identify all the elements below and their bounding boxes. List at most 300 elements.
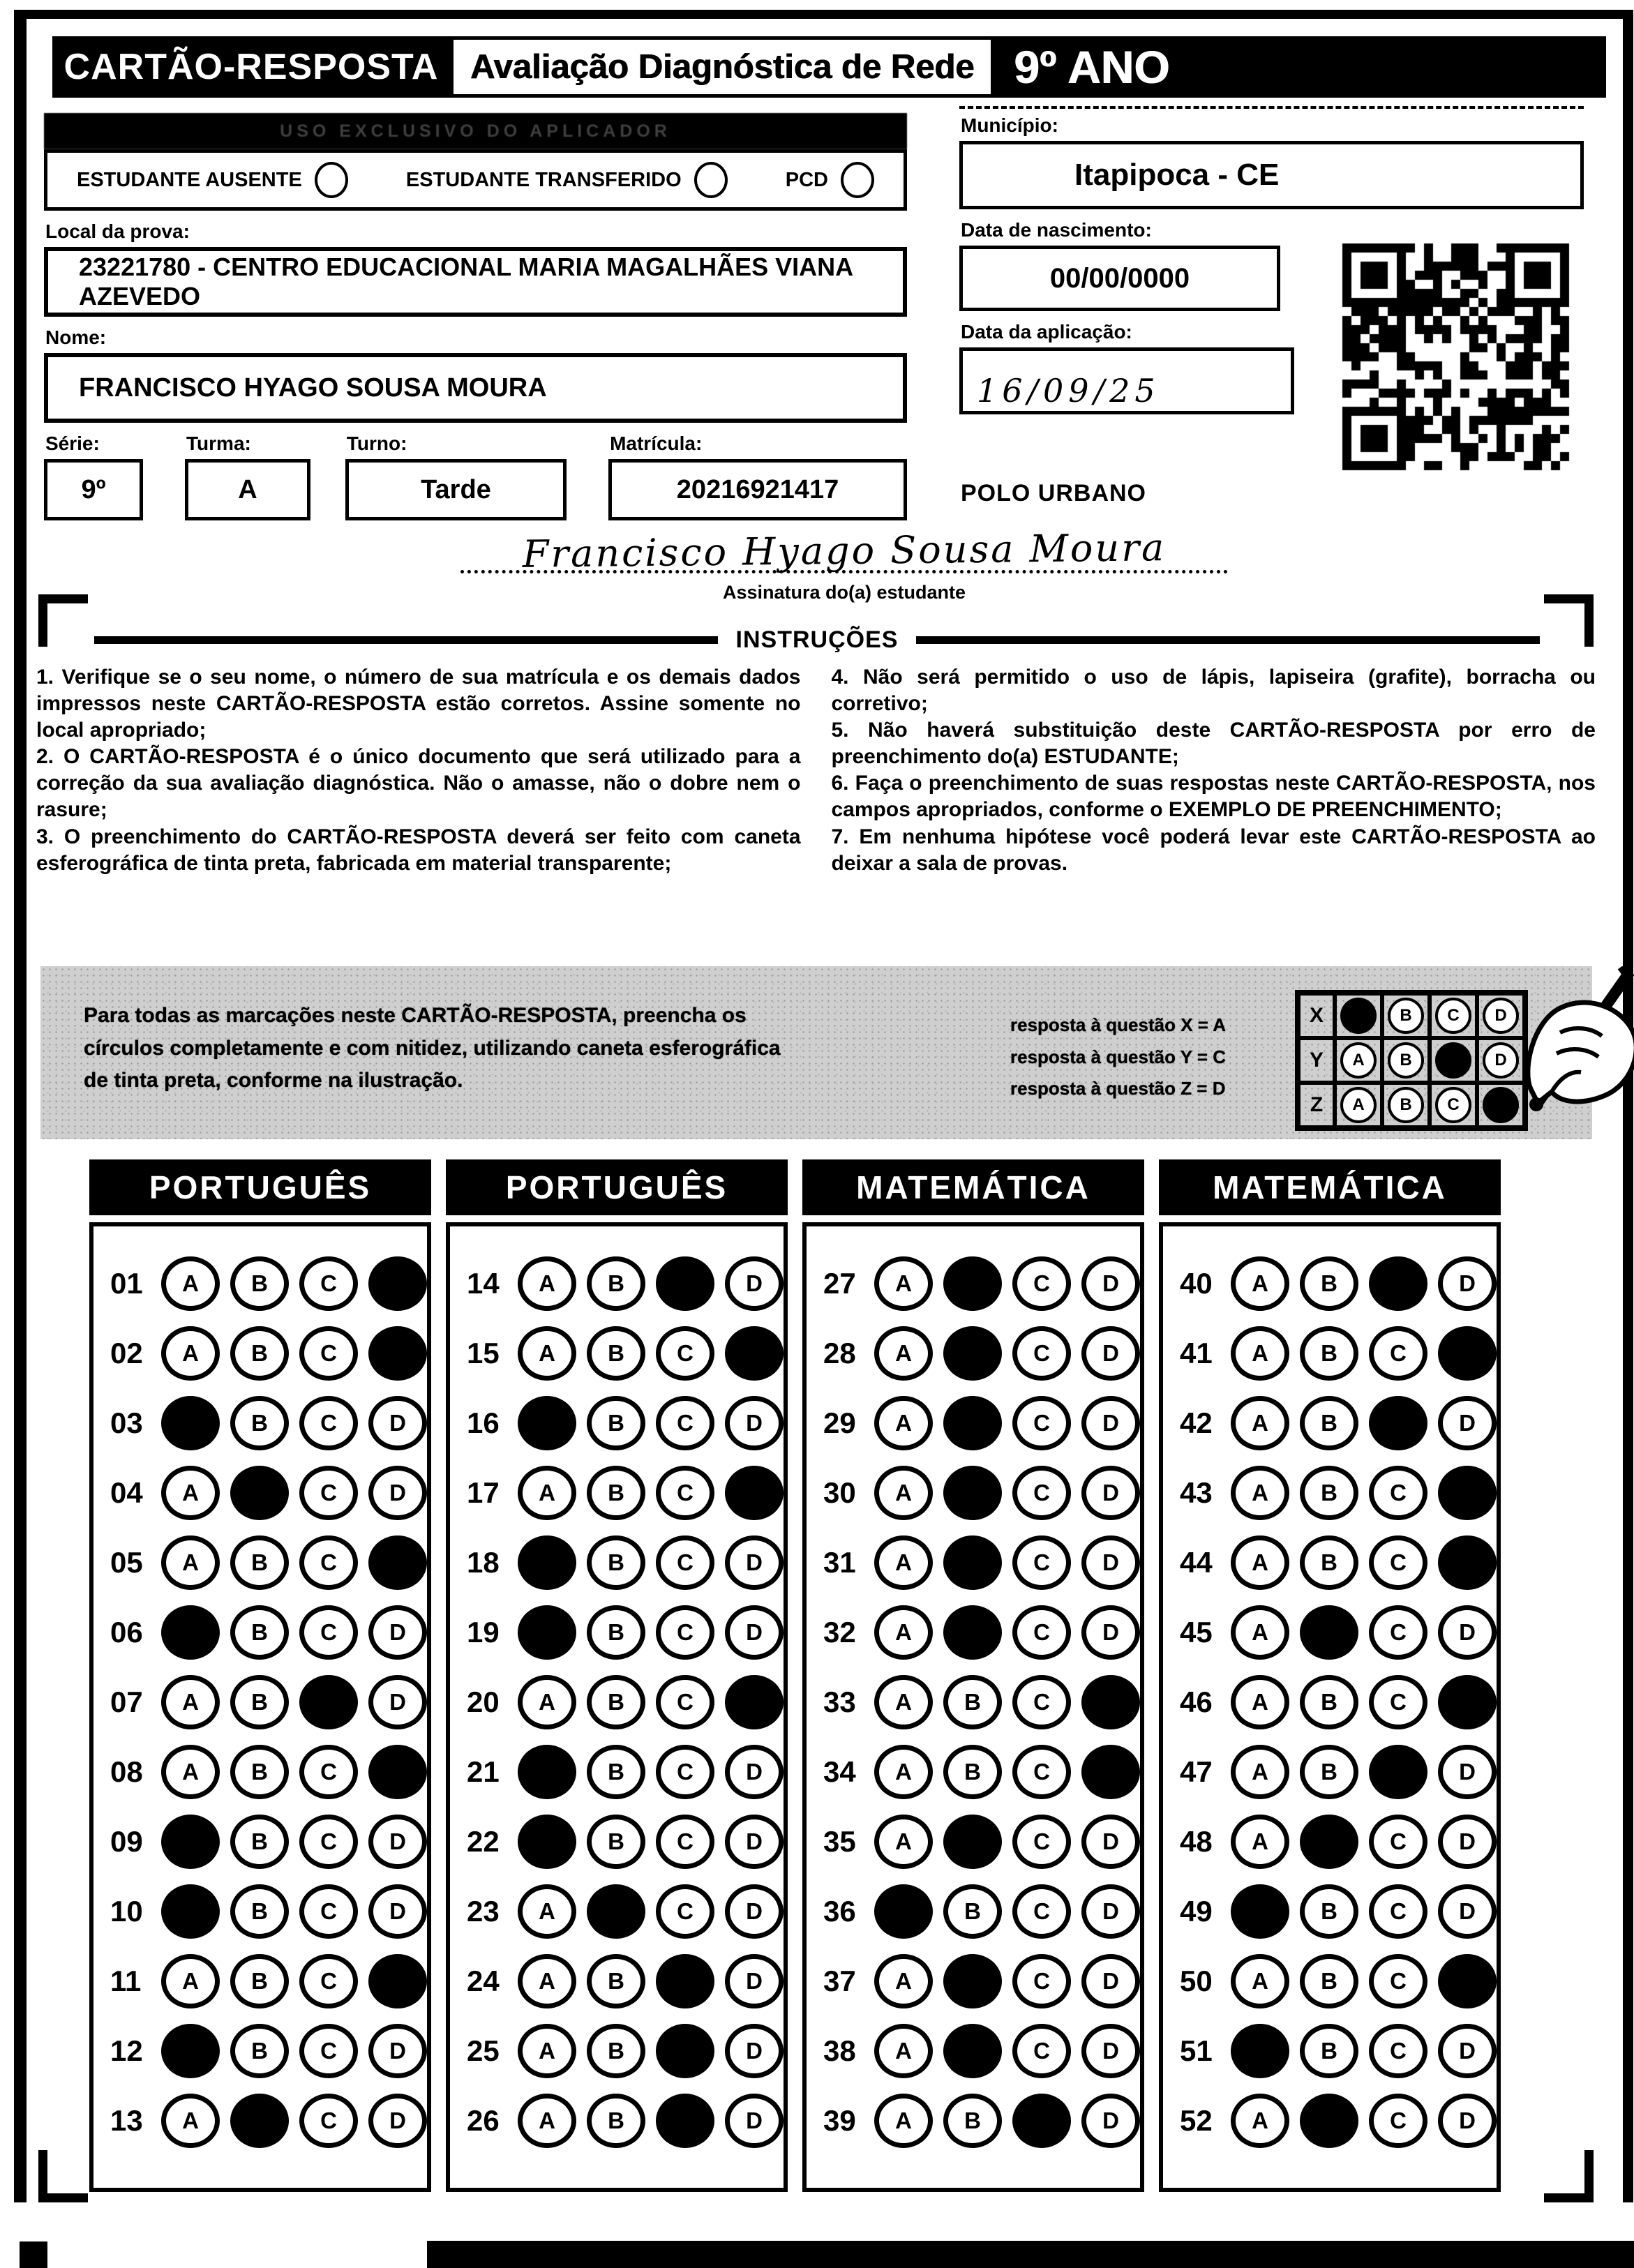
question-number: 12 bbox=[110, 2034, 143, 2067]
bubble-C[interactable]: C bbox=[299, 1326, 358, 1381]
nome-value: FRANCISCO HYAGO SOUSA MOURA bbox=[44, 353, 907, 423]
bubble-A[interactable]: A bbox=[161, 1954, 220, 2008]
question-row bbox=[807, 1319, 1140, 1388]
bubble-B[interactable] bbox=[1300, 2094, 1358, 2148]
bubble-C[interactable]: C bbox=[1369, 1605, 1427, 1660]
bubble-D[interactable]: D bbox=[725, 1535, 784, 1590]
bubble-A[interactable]: A bbox=[874, 1675, 933, 1729]
bubble-A[interactable]: A bbox=[1231, 1745, 1289, 1799]
bubble-C[interactable]: C bbox=[1369, 1466, 1427, 1520]
example-row-label: Z bbox=[1298, 1083, 1335, 1127]
question-number: 30 bbox=[823, 1476, 856, 1509]
bubble-C[interactable]: C bbox=[1369, 1884, 1427, 1939]
question-row bbox=[93, 1319, 427, 1388]
bubble-B[interactable]: B bbox=[1300, 1745, 1358, 1799]
question-row bbox=[807, 2086, 1140, 2156]
example-bubble-A bbox=[1340, 998, 1377, 1034]
bubble-D[interactable]: D bbox=[1438, 1815, 1497, 1869]
bubble-C[interactable]: C bbox=[656, 1396, 714, 1450]
bubble-C[interactable]: C bbox=[656, 1815, 714, 1869]
question-number: 34 bbox=[823, 1755, 856, 1788]
bubble-D[interactable] bbox=[725, 1466, 784, 1520]
bubble-D[interactable]: D bbox=[725, 1745, 784, 1799]
bubble-D[interactable]: D bbox=[725, 1256, 784, 1311]
question-row bbox=[1163, 1807, 1497, 1877]
bubble-B[interactable]: B bbox=[1300, 1535, 1358, 1590]
question-number: 42 bbox=[1180, 1406, 1213, 1439]
bubble-D[interactable] bbox=[725, 1326, 784, 1381]
bubble-A[interactable] bbox=[1231, 1884, 1289, 1939]
question-row bbox=[807, 1667, 1140, 1737]
bubble-C[interactable]: C bbox=[299, 1256, 358, 1311]
bubble-A[interactable]: A bbox=[518, 1954, 576, 2008]
rule-right bbox=[916, 636, 1540, 644]
question-number: 31 bbox=[823, 1546, 856, 1579]
bubble-C[interactable]: C bbox=[1369, 2024, 1427, 2078]
bubble-B[interactable]: B bbox=[230, 1605, 289, 1660]
question-number: 28 bbox=[823, 1337, 856, 1369]
bubble-D[interactable]: D bbox=[725, 1396, 784, 1450]
bubble-C[interactable]: C bbox=[299, 1396, 358, 1450]
bubble-C[interactable]: C bbox=[1012, 2024, 1071, 2078]
question-row bbox=[1163, 1737, 1497, 1807]
section-box bbox=[446, 1222, 788, 2192]
bubble-C[interactable] bbox=[1012, 2094, 1071, 2148]
bubble-D[interactable]: D bbox=[368, 1466, 427, 1520]
bubble-D[interactable]: D bbox=[725, 2094, 784, 2148]
bubble-A[interactable]: A bbox=[1231, 1396, 1289, 1450]
example-legend bbox=[1010, 1009, 1226, 1105]
question-number: 27 bbox=[823, 1267, 856, 1300]
bubble-A[interactable]: A bbox=[1231, 1954, 1289, 2008]
bubble-B[interactable] bbox=[943, 2024, 1002, 2078]
serie-label: Série: bbox=[45, 433, 100, 454]
question-number: 25 bbox=[467, 2034, 500, 2067]
bubble-C[interactable]: C bbox=[1012, 1605, 1071, 1660]
bubble-A[interactable] bbox=[161, 1815, 220, 1869]
question-number: 47 bbox=[1180, 1755, 1213, 1788]
bubble-C[interactable]: C bbox=[299, 1605, 358, 1660]
bubble-A[interactable] bbox=[874, 1884, 933, 1939]
bubble-C[interactable]: C bbox=[1369, 1326, 1427, 1381]
bubble-B[interactable]: B bbox=[587, 1954, 645, 2008]
bubble-A[interactable] bbox=[518, 1396, 576, 1450]
bubble-C[interactable]: C bbox=[1369, 1815, 1427, 1869]
example-bubble-B: B bbox=[1388, 1087, 1424, 1123]
bubble-C[interactable]: C bbox=[299, 1884, 358, 1939]
bubble-B[interactable] bbox=[943, 1326, 1002, 1381]
example-bubble-A: A bbox=[1340, 1087, 1377, 1123]
bubble-D[interactable]: D bbox=[1081, 1884, 1140, 1939]
question-row bbox=[450, 1598, 784, 1667]
bubble-B[interactable] bbox=[943, 1256, 1002, 1311]
bubble-A[interactable]: A bbox=[161, 1256, 220, 1311]
bubble-C[interactable] bbox=[656, 2094, 714, 2148]
question-row bbox=[450, 1388, 784, 1458]
bubble-C[interactable]: C bbox=[656, 1605, 714, 1660]
bubble-B[interactable]: B bbox=[1300, 1675, 1358, 1729]
bubble-D[interactable]: D bbox=[1438, 1605, 1497, 1660]
question-number: 22 bbox=[467, 1825, 500, 1858]
bubble-A[interactable]: A bbox=[518, 1326, 576, 1381]
bubble-A[interactable]: A bbox=[874, 1745, 933, 1799]
bubble-A[interactable]: A bbox=[1231, 2094, 1289, 2148]
bubble-A[interactable]: A bbox=[518, 2024, 576, 2078]
question-row bbox=[807, 1388, 1140, 1458]
bubble-D[interactable]: D bbox=[368, 1396, 427, 1450]
question-row bbox=[450, 2086, 784, 2156]
question-number: 40 bbox=[1180, 1267, 1213, 1300]
bubble-D[interactable] bbox=[368, 1535, 427, 1590]
bubble-B[interactable]: B bbox=[1300, 1396, 1358, 1450]
bubble-A[interactable]: A bbox=[518, 2094, 576, 2148]
question-row bbox=[93, 1877, 427, 1946]
bubble-A[interactable] bbox=[518, 1535, 576, 1590]
bubble-B[interactable]: B bbox=[587, 1745, 645, 1799]
bubble-C[interactable]: C bbox=[1012, 1954, 1071, 2008]
bubble-C[interactable]: C bbox=[656, 1745, 714, 1799]
bubble-D[interactable] bbox=[1438, 1675, 1497, 1729]
question-number: 49 bbox=[1180, 1895, 1213, 1928]
bubble-B[interactable] bbox=[230, 2094, 289, 2148]
instructions-title: INSTRUÇÕES bbox=[735, 626, 899, 653]
hand-with-pen-illustration bbox=[1455, 966, 1634, 1134]
bubble-D[interactable]: D bbox=[1438, 1884, 1497, 1939]
bubble-A[interactable]: A bbox=[1231, 1535, 1289, 1590]
bubble-D[interactable]: D bbox=[368, 1815, 427, 1869]
example-bubble-D: D bbox=[1483, 998, 1519, 1034]
question-number: 48 bbox=[1180, 1825, 1213, 1858]
bubble-D[interactable]: D bbox=[1081, 1466, 1140, 1520]
bubble-B[interactable]: B bbox=[230, 1745, 289, 1799]
bubble-B[interactable]: B bbox=[587, 1256, 645, 1311]
bubble-B[interactable]: B bbox=[230, 1535, 289, 1590]
section-title: PORTUGUÊS bbox=[446, 1159, 788, 1215]
bubble-D[interactable]: D bbox=[725, 2024, 784, 2078]
nascimento-value: 00/00/0000 bbox=[959, 246, 1280, 311]
bubble-D[interactable]: D bbox=[1438, 1745, 1497, 1799]
bubble-B[interactable]: B bbox=[1300, 1326, 1358, 1381]
instruction-item: 6. Faça o preenchimento de suas respostas neste CARTÃO-RESPOSTA, nos campos apropriados, conforme o EXEMPLO DE PREENCHIMENTO; bbox=[831, 772, 1596, 822]
bubble-C[interactable]: C bbox=[299, 1535, 358, 1590]
bubble-C[interactable] bbox=[1369, 1256, 1427, 1311]
bubble-C[interactable]: C bbox=[1012, 1675, 1071, 1729]
bubble-D[interactable]: D bbox=[1081, 1256, 1140, 1311]
example-band bbox=[40, 966, 1592, 1139]
instructions-left-column bbox=[36, 664, 801, 877]
status-option bbox=[786, 162, 874, 198]
bubble-B[interactable]: B bbox=[587, 1466, 645, 1520]
example-cell bbox=[1382, 1038, 1430, 1083]
bubble-B[interactable] bbox=[943, 1396, 1002, 1450]
bubble-B[interactable]: B bbox=[230, 1396, 289, 1450]
bubble-B[interactable]: B bbox=[1300, 1256, 1358, 1311]
bubble-A[interactable]: A bbox=[161, 1675, 220, 1729]
bubble-C[interactable] bbox=[299, 1675, 358, 1729]
bubble-A[interactable] bbox=[518, 1605, 576, 1660]
bubble-C[interactable] bbox=[1369, 1745, 1427, 1799]
bubble-A[interactable]: A bbox=[874, 1815, 933, 1869]
bubble-D[interactable]: D bbox=[1081, 2024, 1140, 2078]
bubble-B[interactable] bbox=[1300, 1815, 1358, 1869]
bubble-B[interactable]: B bbox=[230, 1884, 289, 1939]
bubble-B[interactable]: B bbox=[1300, 1884, 1358, 1939]
instructions-header bbox=[94, 626, 1540, 654]
bubble-B[interactable]: B bbox=[230, 1256, 289, 1311]
bubble-C[interactable]: C bbox=[1369, 1535, 1427, 1590]
bubble-D[interactable] bbox=[368, 1326, 427, 1381]
example-row-label: Y bbox=[1298, 1038, 1335, 1083]
bubble-A[interactable]: A bbox=[161, 1326, 220, 1381]
bubble-B[interactable]: B bbox=[943, 1884, 1002, 1939]
bubble-C[interactable]: C bbox=[1012, 1326, 1071, 1381]
bubble-A[interactable]: A bbox=[874, 1466, 933, 1520]
bubble-D[interactable] bbox=[1438, 1954, 1497, 2008]
bubble-A[interactable] bbox=[518, 1745, 576, 1799]
question-row bbox=[1163, 2086, 1497, 2156]
bubble-A[interactable]: A bbox=[161, 1745, 220, 1799]
status-option-circle[interactable] bbox=[315, 162, 348, 198]
instruction-item: 2. O CARTÃO-RESPOSTA é o único documento que será utilizado para a correção da sua avaliação diagnóstica. Não o amasse, não o dobre nem o rasure; bbox=[36, 745, 801, 822]
bubble-B[interactable]: B bbox=[943, 2094, 1002, 2148]
bubble-D[interactable]: D bbox=[1438, 1396, 1497, 1450]
bubble-D[interactable]: D bbox=[368, 2094, 427, 2148]
corner-mark-bottom-right bbox=[1544, 2150, 1594, 2202]
bubble-B[interactable]: B bbox=[587, 1535, 645, 1590]
bubble-A[interactable]: A bbox=[874, 1396, 933, 1450]
bubble-C[interactable] bbox=[656, 1954, 714, 2008]
bubble-D[interactable]: D bbox=[1081, 1954, 1140, 2008]
bubble-A[interactable]: A bbox=[1231, 1256, 1289, 1311]
bubble-A[interactable]: A bbox=[161, 2094, 220, 2148]
question-number: 41 bbox=[1180, 1337, 1213, 1369]
bubble-D[interactable] bbox=[368, 1745, 427, 1799]
bubble-C[interactable]: C bbox=[1012, 1815, 1071, 1869]
bubble-D[interactable]: D bbox=[725, 1884, 784, 1939]
bubble-C[interactable]: C bbox=[656, 1884, 714, 1939]
bubble-D[interactable]: D bbox=[1081, 2094, 1140, 2148]
bubble-D[interactable] bbox=[1081, 1745, 1140, 1799]
bubble-D[interactable] bbox=[368, 1954, 427, 2008]
instructions-body bbox=[36, 664, 1596, 877]
question-row bbox=[1163, 1667, 1497, 1737]
turma-label: Turma: bbox=[186, 433, 251, 454]
bubble-A[interactable]: A bbox=[1231, 1675, 1289, 1729]
bubble-C[interactable]: C bbox=[656, 1466, 714, 1520]
instruction-item: 4. Não será permitido o uso de lápis, lapiseira (grafite), borracha ou corretivo; bbox=[831, 666, 1596, 716]
bubble-C[interactable]: C bbox=[299, 1815, 358, 1869]
local-da-prova-label: Local da prova: bbox=[45, 220, 190, 242]
bubble-D[interactable] bbox=[725, 1675, 784, 1729]
bubble-B[interactable]: B bbox=[1300, 1466, 1358, 1520]
bubble-D[interactable]: D bbox=[1081, 1815, 1140, 1869]
bubble-C[interactable]: C bbox=[299, 1954, 358, 2008]
bubble-A[interactable] bbox=[161, 1605, 220, 1660]
section-box bbox=[802, 1222, 1144, 2192]
bubble-A[interactable]: A bbox=[1231, 1466, 1289, 1520]
instruction-item: 5. Não haverá substituição deste CARTÃO-RESPOSTA por erro de preenchimento do(a) ESTUDANTE; bbox=[831, 719, 1596, 769]
bubble-D[interactable]: D bbox=[1081, 1326, 1140, 1381]
bubble-C[interactable]: C bbox=[656, 1675, 714, 1729]
bubble-D[interactable]: D bbox=[1438, 1256, 1497, 1311]
bubble-C[interactable]: C bbox=[1012, 1396, 1071, 1450]
bubble-B[interactable]: B bbox=[230, 1815, 289, 1869]
bubble-A[interactable] bbox=[161, 1884, 220, 1939]
bubble-A[interactable]: A bbox=[518, 1466, 576, 1520]
bubble-B[interactable]: B bbox=[230, 1675, 289, 1729]
bubble-A[interactable]: A bbox=[518, 1256, 576, 1311]
bubble-A[interactable]: A bbox=[874, 2094, 933, 2148]
bubble-C[interactable]: C bbox=[299, 2024, 358, 2078]
question-row bbox=[1163, 1528, 1497, 1598]
bubble-D[interactable]: D bbox=[725, 1954, 784, 2008]
bubble-B[interactable]: B bbox=[587, 1326, 645, 1381]
bubble-B[interactable]: B bbox=[1300, 2024, 1358, 2078]
bubble-D[interactable] bbox=[368, 1256, 427, 1311]
bubble-C[interactable]: C bbox=[1012, 1745, 1071, 1799]
bubble-C[interactable]: C bbox=[1369, 2094, 1427, 2148]
bubble-B[interactable]: B bbox=[587, 1396, 645, 1450]
bubble-A[interactable] bbox=[161, 1396, 220, 1450]
bubble-B[interactable] bbox=[1300, 1605, 1358, 1660]
bubble-D[interactable] bbox=[1438, 1326, 1497, 1381]
question-number: 07 bbox=[110, 1685, 143, 1718]
bubble-D[interactable]: D bbox=[1438, 2024, 1497, 2078]
bubble-D[interactable]: D bbox=[368, 2024, 427, 2078]
question-row bbox=[450, 1667, 784, 1737]
question-row bbox=[1163, 1388, 1497, 1458]
instruction-item: 3. O preenchimento do CARTÃO-RESPOSTA deverá ser feito com caneta esferográfica de tinta preta, fabricada em material transparente; bbox=[36, 825, 801, 875]
bubble-B[interactable] bbox=[943, 1535, 1002, 1590]
question-row bbox=[1163, 1598, 1497, 1667]
bubble-C[interactable]: C bbox=[1012, 1884, 1071, 1939]
bubble-B[interactable]: B bbox=[230, 1326, 289, 1381]
bubble-B[interactable]: B bbox=[587, 1815, 645, 1869]
question-number: 06 bbox=[110, 1616, 143, 1649]
example-cell bbox=[1382, 993, 1430, 1038]
matricula-label: Matrícula: bbox=[610, 433, 703, 454]
bubble-D[interactable] bbox=[1438, 1466, 1497, 1520]
signature-label: Assinatura do(a) estudante bbox=[722, 582, 966, 603]
answer-section bbox=[89, 1159, 431, 2192]
bubble-A[interactable]: A bbox=[1231, 1605, 1289, 1660]
bubble-B[interactable]: B bbox=[587, 1675, 645, 1729]
instruction-item: 1. Verifique se o seu nome, o número de sua matrícula e os demais dados impressos neste CARTÃO-RESPOSTA estão corretos. Assine somente no local apropriado; bbox=[36, 666, 801, 742]
bubble-D[interactable]: D bbox=[1081, 1605, 1140, 1660]
bubble-D[interactable]: D bbox=[725, 1605, 784, 1660]
bubble-C[interactable] bbox=[656, 2024, 714, 2078]
bubble-D[interactable]: D bbox=[725, 1815, 784, 1869]
question-number: 09 bbox=[110, 1825, 143, 1858]
question-number: 52 bbox=[1180, 2104, 1213, 2137]
bubble-A[interactable]: A bbox=[518, 1884, 576, 1939]
bubble-D[interactable]: D bbox=[1438, 2094, 1497, 2148]
bubble-A[interactable]: A bbox=[874, 2024, 933, 2078]
bubble-A[interactable]: A bbox=[518, 1675, 576, 1729]
bubble-A[interactable]: A bbox=[874, 1326, 933, 1381]
bubble-C[interactable]: C bbox=[656, 1535, 714, 1590]
bubble-A[interactable]: A bbox=[161, 1466, 220, 1520]
bubble-A[interactable] bbox=[1231, 2024, 1289, 2078]
question-row bbox=[93, 2086, 427, 2156]
bubble-C[interactable]: C bbox=[299, 1745, 358, 1799]
question-row bbox=[93, 1388, 427, 1458]
bubble-B[interactable]: B bbox=[230, 2024, 289, 2078]
bubble-B[interactable] bbox=[587, 1884, 645, 1939]
question-number: 39 bbox=[823, 2104, 856, 2137]
bubble-A[interactable] bbox=[161, 2024, 220, 2078]
bubble-A[interactable]: A bbox=[874, 1605, 933, 1660]
bubble-B[interactable]: B bbox=[1300, 1954, 1358, 2008]
bubble-A[interactable]: A bbox=[874, 1256, 933, 1311]
bubble-B[interactable]: B bbox=[587, 2024, 645, 2078]
bubble-D[interactable]: D bbox=[368, 1675, 427, 1729]
bubble-D[interactable]: D bbox=[368, 1605, 427, 1660]
question-number: 14 bbox=[467, 1267, 500, 1300]
bubble-C[interactable]: C bbox=[656, 1326, 714, 1381]
bubble-A[interactable]: A bbox=[1231, 1326, 1289, 1381]
bubble-C[interactable]: C bbox=[1369, 1954, 1427, 2008]
bubble-B[interactable]: B bbox=[943, 1745, 1002, 1799]
bubble-B[interactable] bbox=[230, 1466, 289, 1520]
bubble-B[interactable] bbox=[943, 1605, 1002, 1660]
bubble-C[interactable]: C bbox=[299, 2094, 358, 2148]
question-row bbox=[1163, 1946, 1497, 2016]
bubble-A[interactable]: A bbox=[874, 1535, 933, 1590]
bubble-D[interactable]: D bbox=[1081, 1396, 1140, 1450]
example-cell bbox=[1335, 1083, 1382, 1127]
local-da-prova-value: 23221780 - CENTRO EDUCACIONAL MARIA MAGALHÃES VIANA AZEVEDO bbox=[44, 247, 907, 317]
bubble-C[interactable]: C bbox=[1012, 1535, 1071, 1590]
bubble-D[interactable] bbox=[1081, 1675, 1140, 1729]
bubble-A[interactable]: A bbox=[161, 1535, 220, 1590]
example-legend-line: resposta à questão X = A bbox=[1010, 1014, 1226, 1035]
bubble-B[interactable]: B bbox=[943, 1675, 1002, 1729]
status-option-circle[interactable] bbox=[841, 162, 874, 198]
section-box bbox=[1159, 1222, 1501, 2192]
bubble-B[interactable] bbox=[943, 1815, 1002, 1869]
question-row bbox=[450, 1807, 784, 1877]
bubble-B[interactable]: B bbox=[587, 2094, 645, 2148]
bubble-C[interactable]: C bbox=[299, 1466, 358, 1520]
bubble-A[interactable]: A bbox=[1231, 1815, 1289, 1869]
question-number: 02 bbox=[110, 1337, 143, 1369]
bubble-C[interactable] bbox=[656, 1256, 714, 1311]
status-option-circle[interactable] bbox=[694, 162, 728, 198]
bubble-A[interactable]: A bbox=[874, 1954, 933, 2008]
question-number: 04 bbox=[110, 1476, 143, 1509]
bubble-C[interactable]: C bbox=[1012, 1466, 1071, 1520]
bubble-B[interactable]: B bbox=[587, 1605, 645, 1660]
bubble-B[interactable] bbox=[943, 1954, 1002, 2008]
bubble-B[interactable]: B bbox=[230, 1954, 289, 2008]
bubble-D[interactable] bbox=[1438, 1535, 1497, 1590]
bubble-D[interactable]: D bbox=[368, 1884, 427, 1939]
question-row bbox=[450, 1877, 784, 1946]
question-row bbox=[93, 1458, 427, 1528]
bubble-A[interactable] bbox=[518, 1815, 576, 1869]
bubble-C[interactable] bbox=[1369, 1396, 1427, 1450]
bubble-C[interactable]: C bbox=[1369, 1675, 1427, 1729]
bubble-D[interactable]: D bbox=[1081, 1535, 1140, 1590]
question-number: 05 bbox=[110, 1546, 143, 1579]
status-option bbox=[77, 162, 348, 198]
question-row bbox=[807, 1737, 1140, 1807]
question-number: 08 bbox=[110, 1755, 143, 1788]
bubble-C[interactable]: C bbox=[1012, 1256, 1071, 1311]
municipio-label: Município: bbox=[961, 114, 1058, 136]
bubble-B[interactable] bbox=[943, 1466, 1002, 1520]
